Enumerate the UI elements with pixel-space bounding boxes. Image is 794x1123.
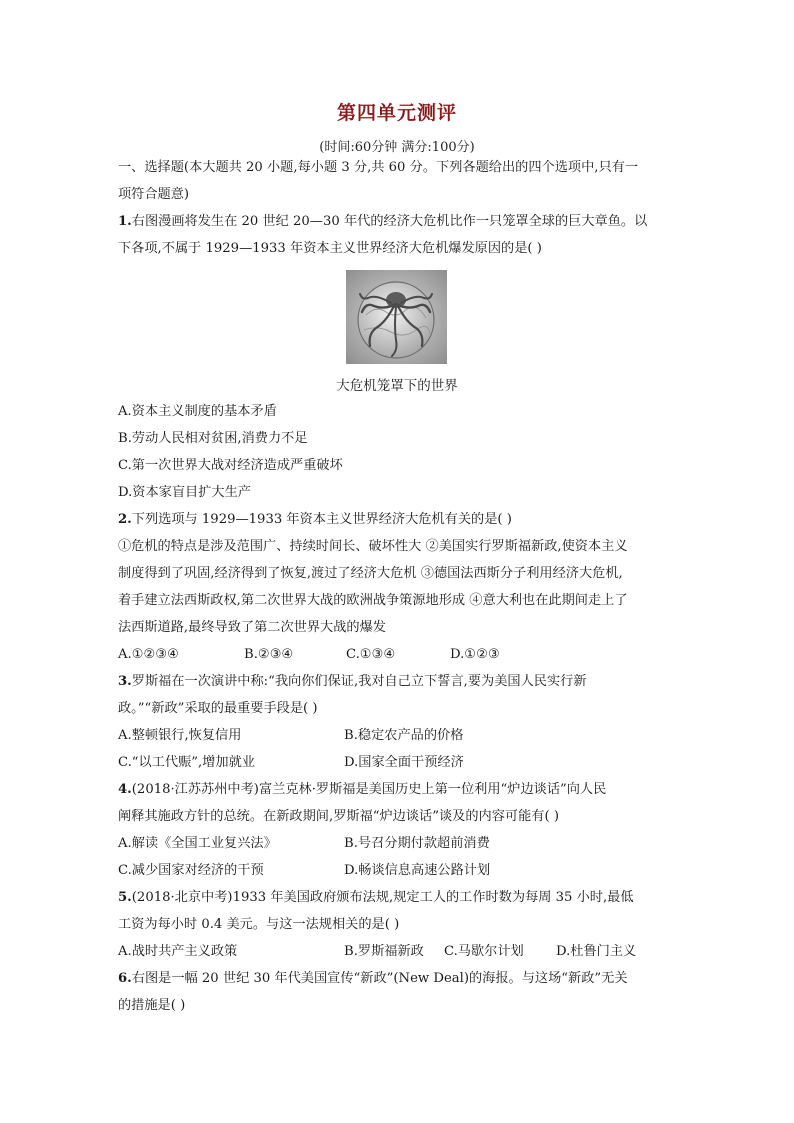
q4-option-d: D.畅谈信息高速公路计划 [344, 863, 491, 878]
section-heading-line-1: 一、选择题(本大题共 20 小题,每小题 3 分,共 60 分。下列各题给出的四个选项中,只有一 [118, 160, 639, 175]
q3-options-row-2 [118, 753, 464, 773]
q4-options-row-2 [118, 861, 490, 881]
question-3 [118, 672, 587, 692]
q2-option-d: D.①②③ [450, 647, 500, 662]
question-5 [118, 888, 634, 908]
exam-info: (时间:60分钟 满分:100分) [319, 140, 475, 155]
q1-option-a: A.资本主义制度的基本矛盾 [118, 404, 277, 419]
q2-option-b: B.②③④ [244, 647, 294, 662]
question-4-line-2: 阐释其施政方针的总统。在新政期间,罗斯福“炉边谈话”谈及的内容可能有( ) [118, 809, 559, 824]
question-number: 1. [118, 214, 132, 229]
q4-option-b: B.号召分期付款超前消费 [344, 836, 490, 851]
question-number: 6. [118, 971, 132, 986]
question-1-line-2: 下各项,不属于 1929—1933 年资本主义世界经济大危机爆发原因的是( ) [118, 241, 542, 256]
question-2-line-3: 制度得到了巩固,经济得到了恢复,渡过了经济大危机 ③德国法西斯分子利用经济大危机, [118, 566, 623, 581]
q5-option-a: A.战时共产主义政策 [118, 944, 238, 959]
q4-option-c: C.减少国家对经济的干预 [118, 863, 264, 878]
q1-option-c: C.第一次世界大战对经济造成严重破坏 [118, 458, 343, 473]
question-text: 右图是一幅 20 世纪 30 年代美国宣传“新政”(New Deal)的海报。与这场“新政”无关 [131, 971, 628, 986]
q4-option-a: A.解读《全国工业复兴法》 [118, 836, 277, 851]
question-number: 4. [118, 782, 132, 797]
q5-option-d: D.杜鲁门主义 [556, 944, 637, 959]
question-text: 下列选项与 1929—1933 年资本主义世界经济大危机有关的是( ) [131, 512, 512, 527]
question-number: 2. [118, 512, 132, 527]
q1-option-d: D.资本家盲目扩大生产 [118, 485, 251, 500]
question-2-line-2: ①危机的特点是涉及范围广、持续时间长、破坏性大 ②美国实行罗斯福新政,使资本主义 [118, 539, 628, 554]
question-6 [118, 969, 628, 989]
question-text: (2018·江苏苏州中考)富兰克林·罗斯福是美国历史上第一位利用“炉边谈话”向人民 [131, 782, 607, 797]
q5-option-c: C.马歇尔计划 [444, 944, 524, 959]
question-text: 罗斯福在一次演讲中称:“我向你们保证,我对自己立下誓言,要为美国人民实行新 [131, 674, 587, 689]
q5-options [118, 942, 636, 962]
q2-options [118, 645, 500, 665]
q2-option-a: A.①②③④ [118, 647, 180, 662]
question-3-line-2: 政。”“新政”采取的最重要手段是( ) [118, 701, 318, 716]
question-number: 5. [118, 890, 132, 905]
figure-caption: 大危机笼罩下的世界 [336, 378, 458, 394]
q3-option-c: C.“以工代赈”,增加就业 [118, 755, 255, 770]
octopus-cartoon-image [346, 270, 447, 364]
question-6-line-2: 的措施是( ) [118, 998, 186, 1013]
section-heading-line-2: 项符合题意) [118, 187, 190, 202]
q4-options-row-1 [118, 834, 490, 854]
question-2-line-4: 着手建立法西斯政权,第二次世界大战的欧洲战争策源地形成 ④意大利也在此期间走上了 [118, 593, 628, 608]
q1-option-b: B.劳动人民相对贫困,消费力不足 [118, 431, 308, 446]
question-4 [118, 780, 606, 800]
question-2-line-5: 法西斯道路,最终导致了第二次世界大战的爆发 [118, 620, 386, 635]
question-5-line-2: 工资为每小时 0.4 美元。与这一法规相关的是( ) [118, 917, 400, 932]
question-text: (2018·北京中考)1933 年美国政府颁布法规,规定工人的工作时数为每周 35 小时,最低 [131, 890, 634, 905]
question-1 [118, 212, 647, 232]
question-2 [118, 510, 512, 530]
q3-option-d: D.国家全面干预经济 [344, 755, 464, 770]
question-text: 右图漫画将发生在 20 世纪 20—30 年代的经济大危机比作一只笼罩全球的巨大章鱼。以 [131, 214, 648, 229]
q3-options-row-1 [118, 726, 463, 746]
question-number: 3. [118, 674, 132, 689]
octopus-globe-illustration [346, 270, 447, 364]
q3-option-a: A.整顿银行,恢复信用 [118, 728, 242, 743]
q5-option-b: B.罗斯福新政 [344, 944, 424, 959]
page-title: 第四单元测评 [336, 102, 457, 124]
q2-option-c: C.①③④ [346, 647, 396, 662]
q3-option-b: B.稳定农产品的价格 [344, 728, 464, 743]
